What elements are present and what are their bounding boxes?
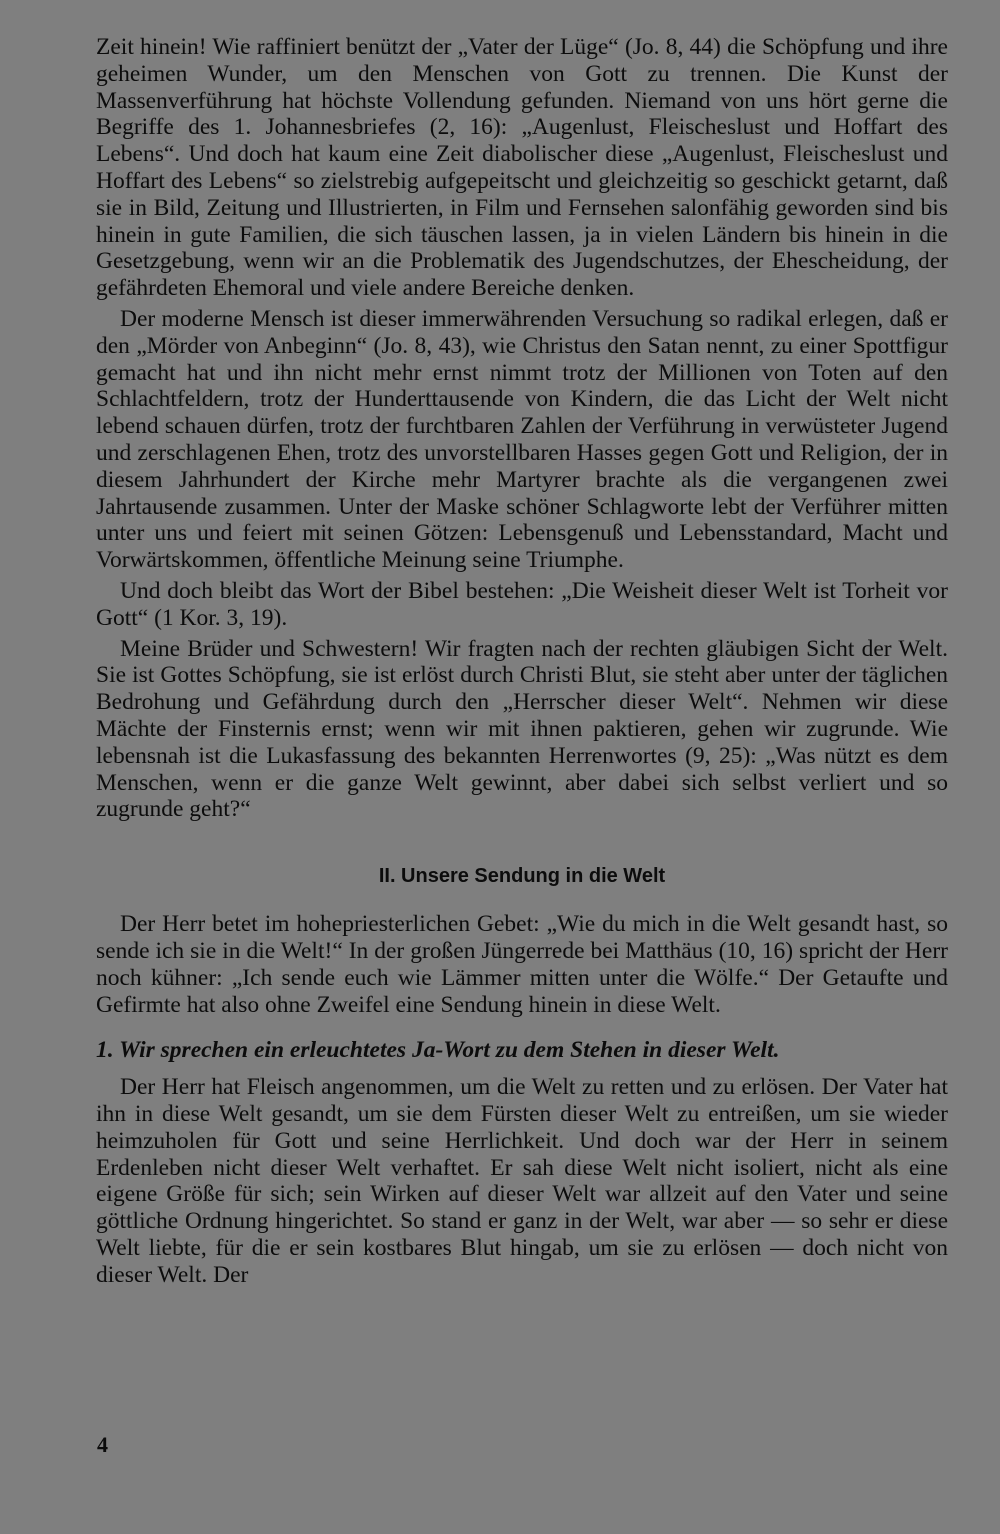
- paragraph-continuation: Zeit hinein! Wie raffiniert benützt der „Vater der Lüge“ (Jo. 8, 44) die Schöpfung und ihre geheimen Wunder, um den Menschen von Gott zu trennen. Die Kunst der Massenverführung hat höchste Vollendung gefunden. Niemand von uns hört gerne die Begriffe des 1. Johannesbriefes (2, 16): „Augenlust, Fleischeslust und Hoffart des Lebens“. Und doch hat kaum eine Zeit diabolischer diese „Augenlust, Fleischeslust und Hoffart des Lebens“ so zielstrebig aufgepeitscht und gleichzeitig so geschickt getarnt, daß sie in Bild, Zeitung und Illustrierten, in Film und Fernsehen salonfähig geworden sind bis hinein in gute Familien, die sich täuschen lassen, ja in vielen Ländern bis hinein in die Gesetzgebung, wenn wir an die Problematik des Jugendschutzes, der Ehescheidung, der gefährdeten Ehemoral und viele andere Bereiche denken.: [96, 34, 948, 302]
- paragraph-subsection: Der Herr hat Fleisch angenommen, um die Welt zu retten und zu erlösen. Der Vater hat ihn in diese Welt gesandt, um sie dem Fürsten dieser Welt zu entreißen, um sie wieder heimzuholen für Gott und seine Herrlichkeit. Und doch war der Herr in seinem Erdenleben nicht dieser Welt verhaftet. Er sah diese Welt nicht isoliert, nicht als eine eigene Größe für sich; sein Wirken auf dieser Welt war allzeit auf den Vater und seine göttliche Ordnung hingerichtet. So stand er ganz in der Welt, war aber — so sehr er diese Welt liebte, für die er sein kostbares Blut hingab, um sie zu erlösen — doch nicht von dieser Welt. Der: [96, 1074, 948, 1288]
- paragraph-section-intro: Der Herr betet im hohepriesterlichen Gebet: „Wie du mich in die Welt gesandt hast, so sende ich sie in die Welt!“ In der großen Jüngerrede bei Matthäus (10, 16) spricht der Herr noch kühner: „Ich sende euch wie Lämmer mitten unter die Wölfe.“ Der Getaufte und Gefirmte hat also ohne Zweifel eine Sendung hinein in diese Welt.: [96, 911, 948, 1018]
- paragraph-brothers-sisters: Meine Brüder und Schwestern! Wir fragten nach der rechten gläubigen Sicht der Welt. Sie ist Gottes Schöpfung, sie ist erlöst durch Christi Blut, sie steht aber unter der täglichen Bedrohung und Gefährdung durch den „Herrscher dieser Welt“. Nehmen wir diese Mächte der Finsternis ernst; wenn wir mit ihnen paktieren, gehen wir zugrunde. Wie lebensnah ist die Lukasfassung des bekannten Herrenwortes (9, 25): „Was nützt es dem Menschen, wenn er die ganze Welt gewinnt, aber dabei sich selbst verliert und so zugrunde geht?“: [96, 635, 948, 823]
- paragraph-modern-man: Der moderne Mensch ist dieser immerwährenden Versuchung so radikal erlegen, daß er den „Mörder von Anbeginn“ (Jo. 8, 43), wie Christus den Satan nennt, zu einer Spottfigur gemacht hat und ihn nicht mehr ernst nimmt trotz der Millionen von Toten auf den Schlachtfeldern, trotz der Hunderttausende von Kindern, die das Licht der Welt nicht lebend schauen dürfen, trotz der furchtbaren Zahlen der Verführung in verwüsteter Jugend und zerschlagenen Ehen, trotz des unvorstellbaren Hasses gegen Gott und Religion, der in diesem Jahrhundert der Kirche mehr Martyrer brachte als die vergangenen zwei Jahrtausende zusammen. Unter der Maske schöner Schlagworte lebt der Verführer mitten unter uns und feiert mit seinen Götzen: Lebensgenuß und Lebensstandard, Macht und Vorwärtskommen, öffentliche Meinung seine Triumphe.: [96, 305, 948, 574]
- subsection-heading: 1. Wir sprechen ein erleuchtetes Ja-Wort zu dem Stehen in dieser Welt.: [96, 1037, 780, 1064]
- paragraph-bible-word: Und doch bleibt das Wort der Bibel bestehen: „Die Weisheit dieser Welt ist Torheit vor Gott“ (1 Kor. 3, 19).: [96, 577, 948, 631]
- section-heading: II. Unsere Sendung in die Welt: [378, 865, 666, 888]
- page-number: 4: [97, 1432, 108, 1457]
- page-body: [96, 34, 948, 1289]
